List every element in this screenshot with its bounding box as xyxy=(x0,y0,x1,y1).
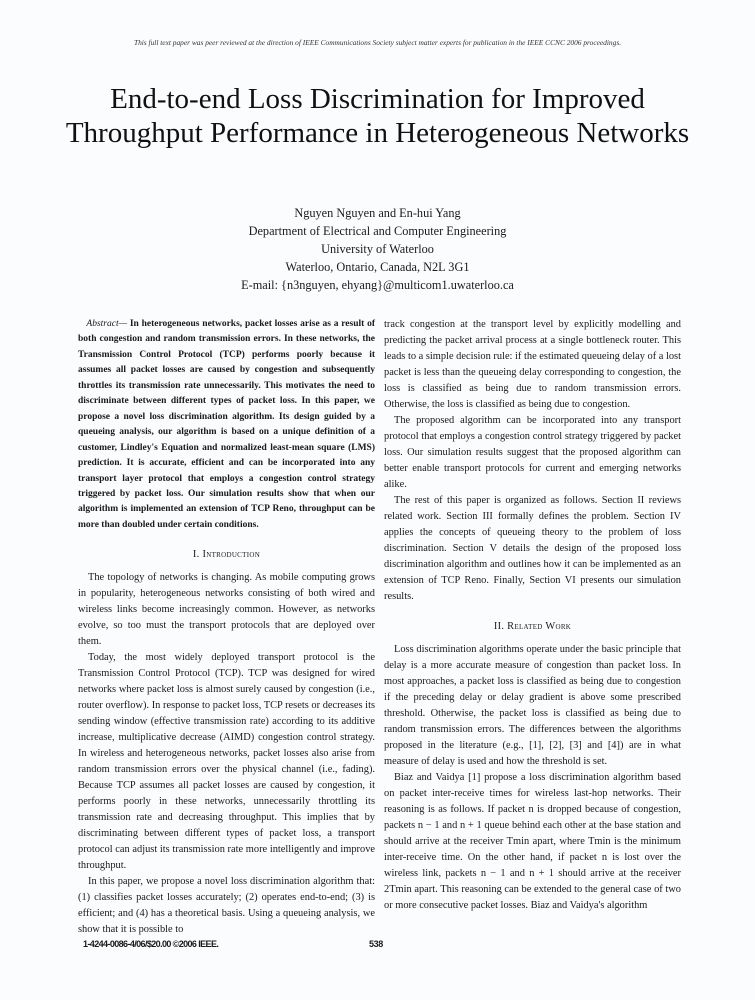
abstract-text: In heterogeneous networks, packet losses arise as a result of both congestion and random transmission errors. In these networks, the Transmission Control Protocol (TCP) performs poorly because it assumes all packet losses are caused by congestion and subsequently throttles its transmission rate unnecessarily. This motivates the need to discriminate between different types of packet loss. In this paper, we propose a novel loss discrimination algorithm. Its design guided by a queueing analysis, our algorithm is based on a unique definition of a customer, Lindley's Equation and normalized least-mean square (LMS) prediction. It is accurate, efficient and can be incorporated into any transport layer protocol that employs a congestion control strategy triggered by packet loss. Our simulation results show that when our algorithm is implemented an extension of TCP Reno, throughput can be more than doubled under certain conditions. xyxy=(78,319,376,530)
abstract xyxy=(78,317,375,533)
paragraph: In this paper, we propose a novel loss discrimination algorithm that: (1) classifies packet losses accurately; (2) operates end-to-end; (3) is efficient; and (4) has a theoretical basis. Using a queueing analysis, we show that it is possible to xyxy=(78,876,375,936)
paragraph: Biaz and Vaidya [1] propose a loss discrimination algorithm based on packet inter-receive times for wireless last-hop networks. Their reasoning is as follows. If packet n is dropped because of congestion, packets n − 1 and n + 1 queue behind each other at the base station and should arrive at the receiver Tmin apart, where Tmin is the minimum inter-receive time. On the other hand, if packet n is lost over the wireless link, packets n − 1 and n + 1 should arrive at the receiver 2Tmin apart. This reasoning can be extended to the general case of two or more consecutive packet losses. Biaz and Vaidya's algorithm xyxy=(384,772,681,911)
author-department: Department of Electrical and Computer Engineering xyxy=(248,224,507,238)
author-email: E-mail: {n3nguyen, ehyang}@multicom1.uwaterloo.ca xyxy=(241,278,514,292)
author-names: Nguyen Nguyen and En-hui Yang xyxy=(294,206,461,220)
paragraph: Today, the most widely deployed transport protocol is the Transmission Control Protocol (TCP). TCP was designed for wired networks where packet loss is almost surely caused by congestion (i.e., router overflow). In response to packet loss, TCP resets or decreases its sending window (effective transmission rate) according to its additive increase, multiplicative decrease (AIMD) congestion control strategy. In wireless and heterogeneous networks, packet losses also arise from random transmission errors over the physical channel (i.e., fading). Because TCP assumes all packet losses are caused by congestion, it performs poorly in these networks, unnecessarily throttling its transmission rate and decreasing throughput. This implies that by discriminating between different types of packet loss, a transport protocol can adjust its transmission rate more intelligently and improve throughput. xyxy=(78,652,375,872)
author-block xyxy=(60,204,695,294)
author-address: Waterloo, Ontario, Canada, N2L 3G1 xyxy=(285,260,470,274)
paragraph-continuation: track congestion at the transport level by explicitly modelling and predicting the packet arrival process at a single bottleneck router. This leads to a simple decision rule: if the estimated queueing delay of a lost packet is less than the queueing delay corresponding to congestion, the loss is classified as being due to random transmission errors. Otherwise, the loss is classified as being due to congestion. xyxy=(384,319,681,410)
section-heading-related-work: II. Related Work xyxy=(493,621,572,632)
right-column xyxy=(384,317,681,914)
paragraph: The topology of networks is changing. As mobile computing grows in popularity, heterogeneous networks consisting of both wired and wireless links become increasingly common. However, as networks evolve, so too must the transport protocols that are deployed over them. xyxy=(78,572,375,648)
left-column xyxy=(78,317,375,938)
paragraph: The rest of this paper is organized as follows. Section II reviews related work. Section III formally defines the problem. Section IV applies the concepts of queueing theory to the problem of loss discrimination. Section V details the design of the proposed loss discrimination algorithm and outlines how it can be implemented as an extension of TCP Reno. Finally, Section VI presents our simulation results. xyxy=(384,495,681,602)
section-heading-introduction: I. Introduction xyxy=(192,549,261,561)
page-number: 538 xyxy=(369,939,383,949)
abstract-label: Abstract— xyxy=(86,319,128,329)
paragraph: Loss discrimination algorithms operate under the basic principle that delay is a more accurate measure of congestion than packet loss. In most approaches, a packet loss is classified as being due to congestion if the preceding delay or delay gradient is above some prescribed threshold. Otherwise, the packet loss is classified as being due to random transmission errors. The differences between the algorithms proposed in the literature (e.g., [1], [2], [3] and [4]) are in what measure of delay is used and how the threshold is set. xyxy=(384,644,681,767)
author-university: University of Waterloo xyxy=(321,242,434,256)
copyright-notice: 1-4244-0086-4/06/$20.00 ©2006 IEEE. xyxy=(83,939,219,949)
paragraph: The proposed algorithm can be incorporated into any transport protocol that employs a congestion control strategy triggered by packet loss. Our simulation results suggest that the proposed algorithm can better enable transport protocols for current and emerging networks alike. xyxy=(384,415,681,490)
paper-title: End-to-end Loss Discrimination for Improved Throughput Performance in Heterogeneous Networks xyxy=(65,83,690,149)
peer-review-note: This full text paper was peer reviewed at the direction of IEEE Communications Society subject matter experts for publication in the IEEE CCNC 2006 proceedings. xyxy=(133,38,622,47)
